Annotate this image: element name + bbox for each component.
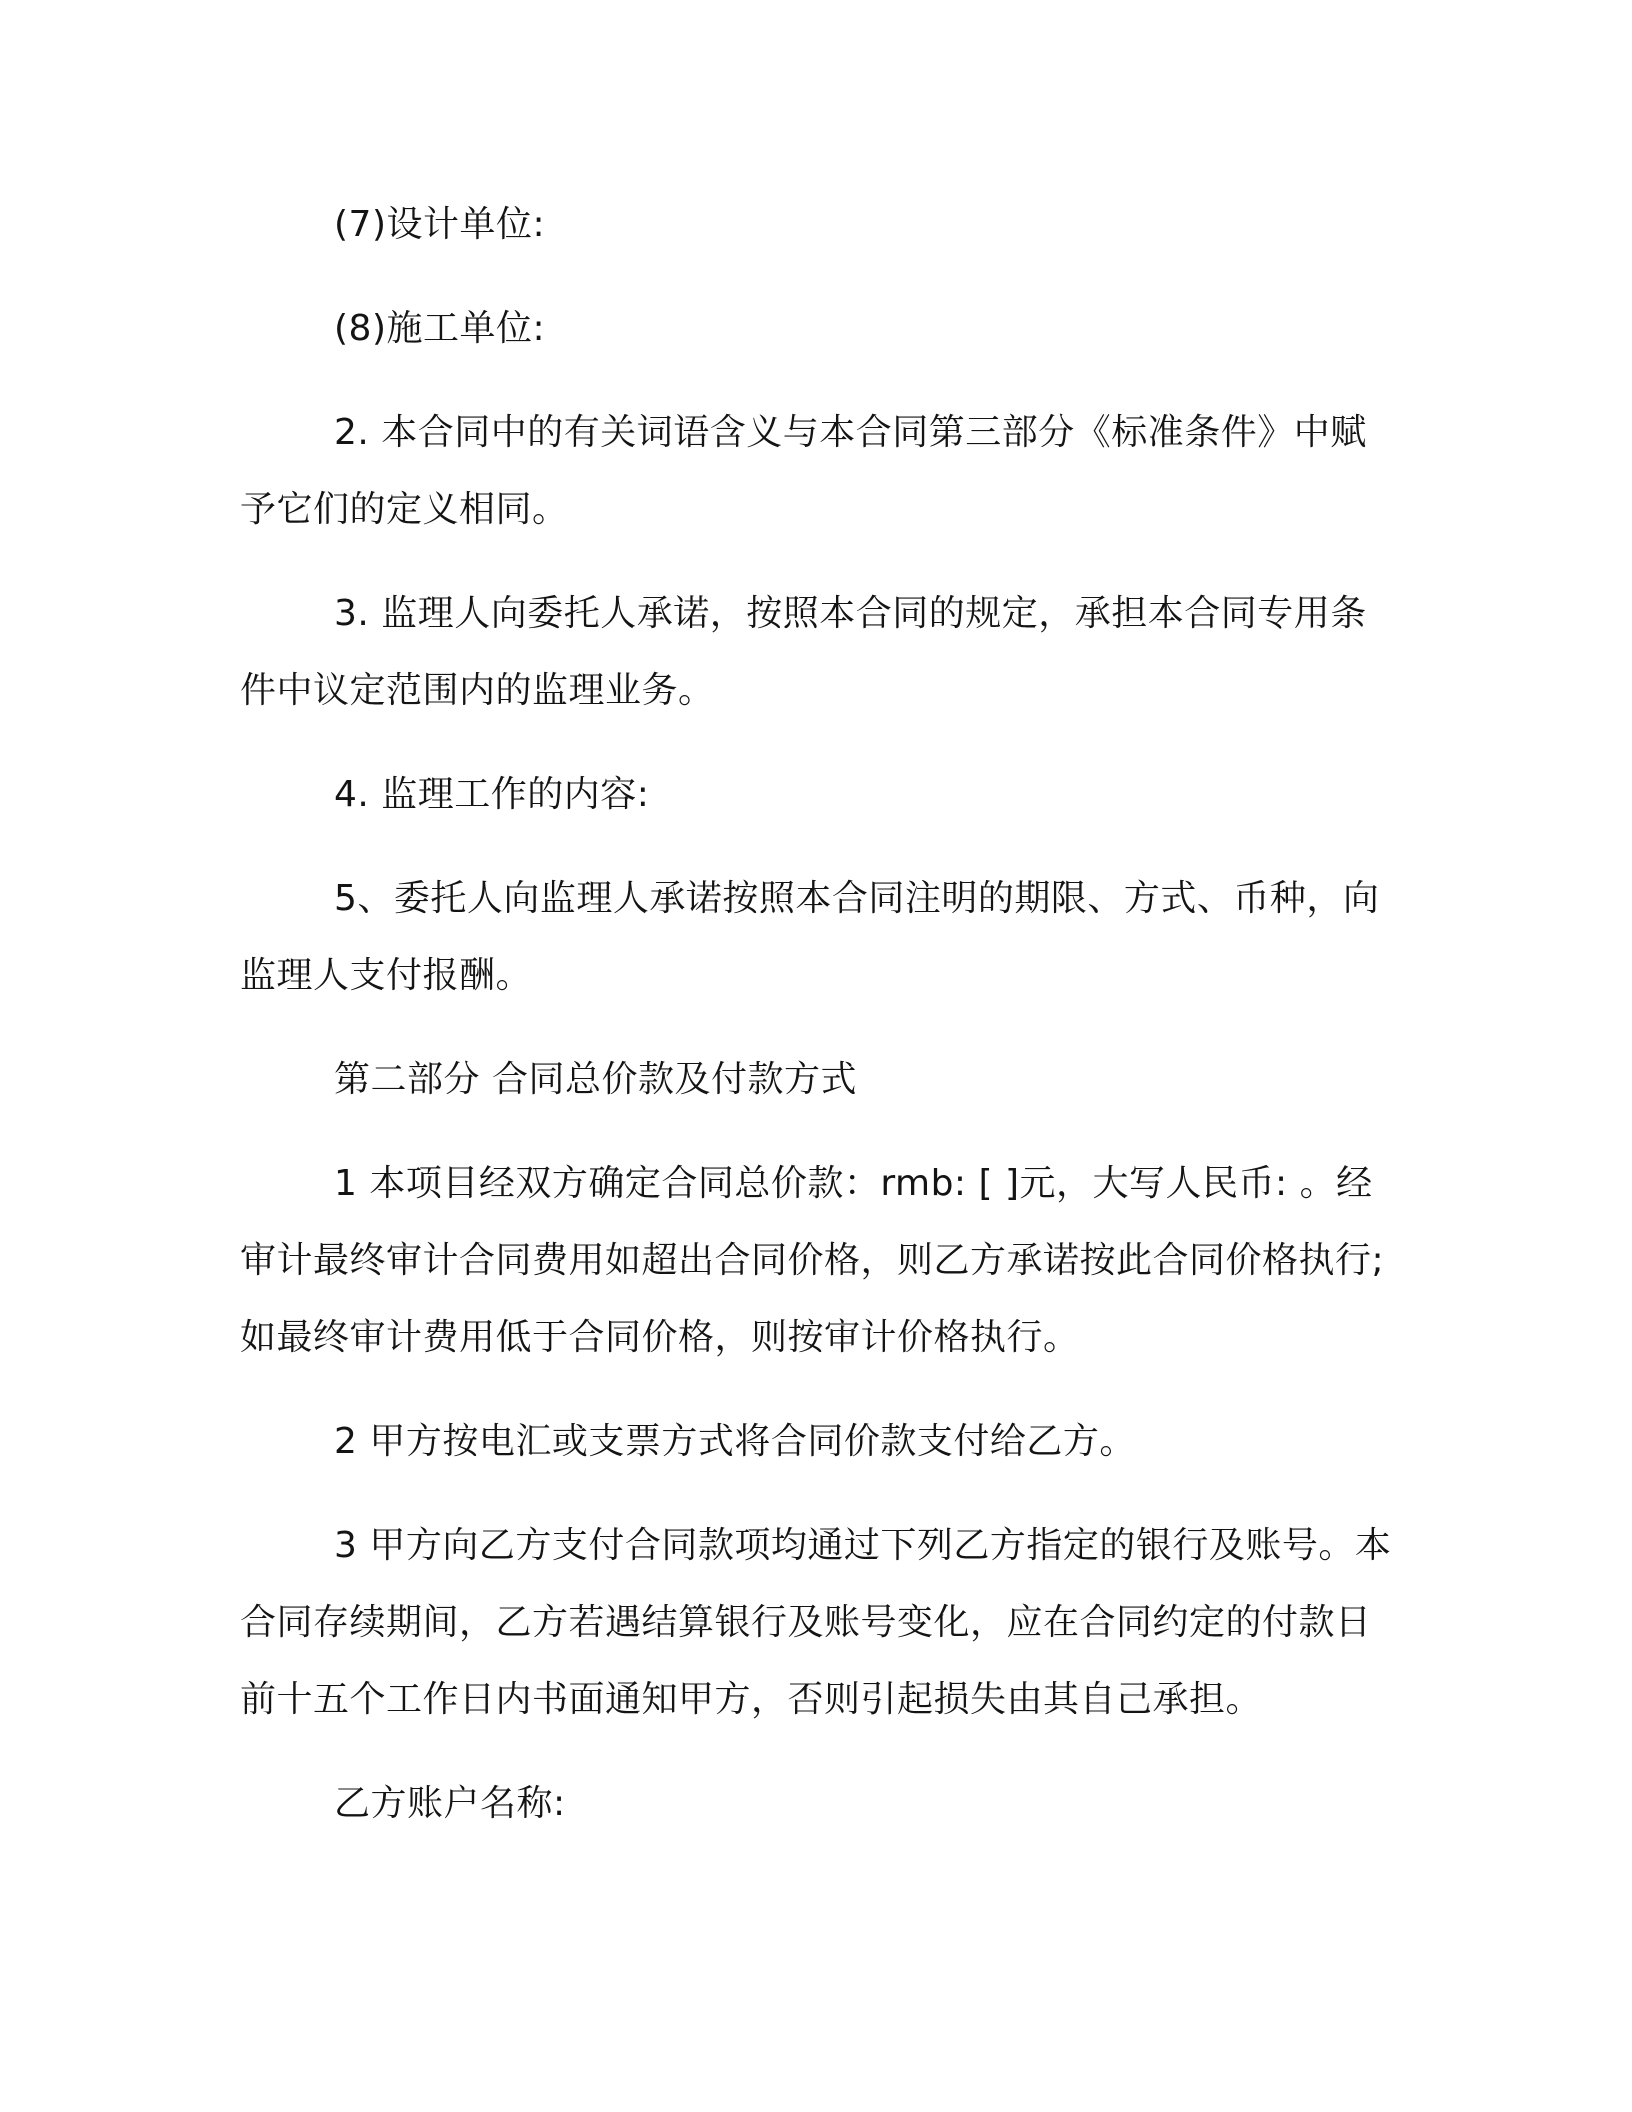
paragraph-construction-unit: (8)施工单位:	[334, 308, 546, 349]
paragraph-clause-4: 4. 监理工作的内容:	[334, 774, 650, 815]
paragraph-price-1: 1 本项目经双方确定合同总价款：rmb: [ ]元，大写人民币: 。经审计最终审计合同费用如超出合同价格，则乙方承诺按此合同价格执行;如最终审计费用低于合同价格，则按审计价格执行。	[240, 1163, 1385, 1358]
paragraph-clause-3: 3. 监理人向委托人承诺，按照本合同的规定，承担本合同专用条件中议定范围内的监理业务。	[240, 593, 1367, 711]
section-heading-part-two: 第二部分 合同总价款及付款方式	[334, 1059, 857, 1100]
paragraph-design-unit: (7)设计单位:	[334, 204, 546, 245]
document-body	[240, 186, 1400, 1869]
paragraph-clause-2: 2. 本合同中的有关词语含义与本合同第三部分《标准条件》中赋予它们的定义相同。	[240, 412, 1367, 530]
paragraph-account-name: 乙方账户名称:	[334, 1783, 566, 1824]
paragraph-payment-2: 2 甲方按电汇或支票方式将合同价款支付给乙方。	[334, 1421, 1136, 1462]
paragraph-bank-3: 3 甲方向乙方支付合同款项均通过下列乙方指定的银行及账号。本合同存续期间，乙方若遇结算银行及账号变化，应在合同约定的付款日前十五个工作日内书面通知甲方，否则引起损失由其自己承担。	[240, 1525, 1392, 1720]
paragraph-clause-5: 5、委托人向监理人承诺按照本合同注明的期限、方式、币种，向监理人支付报酬。	[240, 878, 1380, 996]
